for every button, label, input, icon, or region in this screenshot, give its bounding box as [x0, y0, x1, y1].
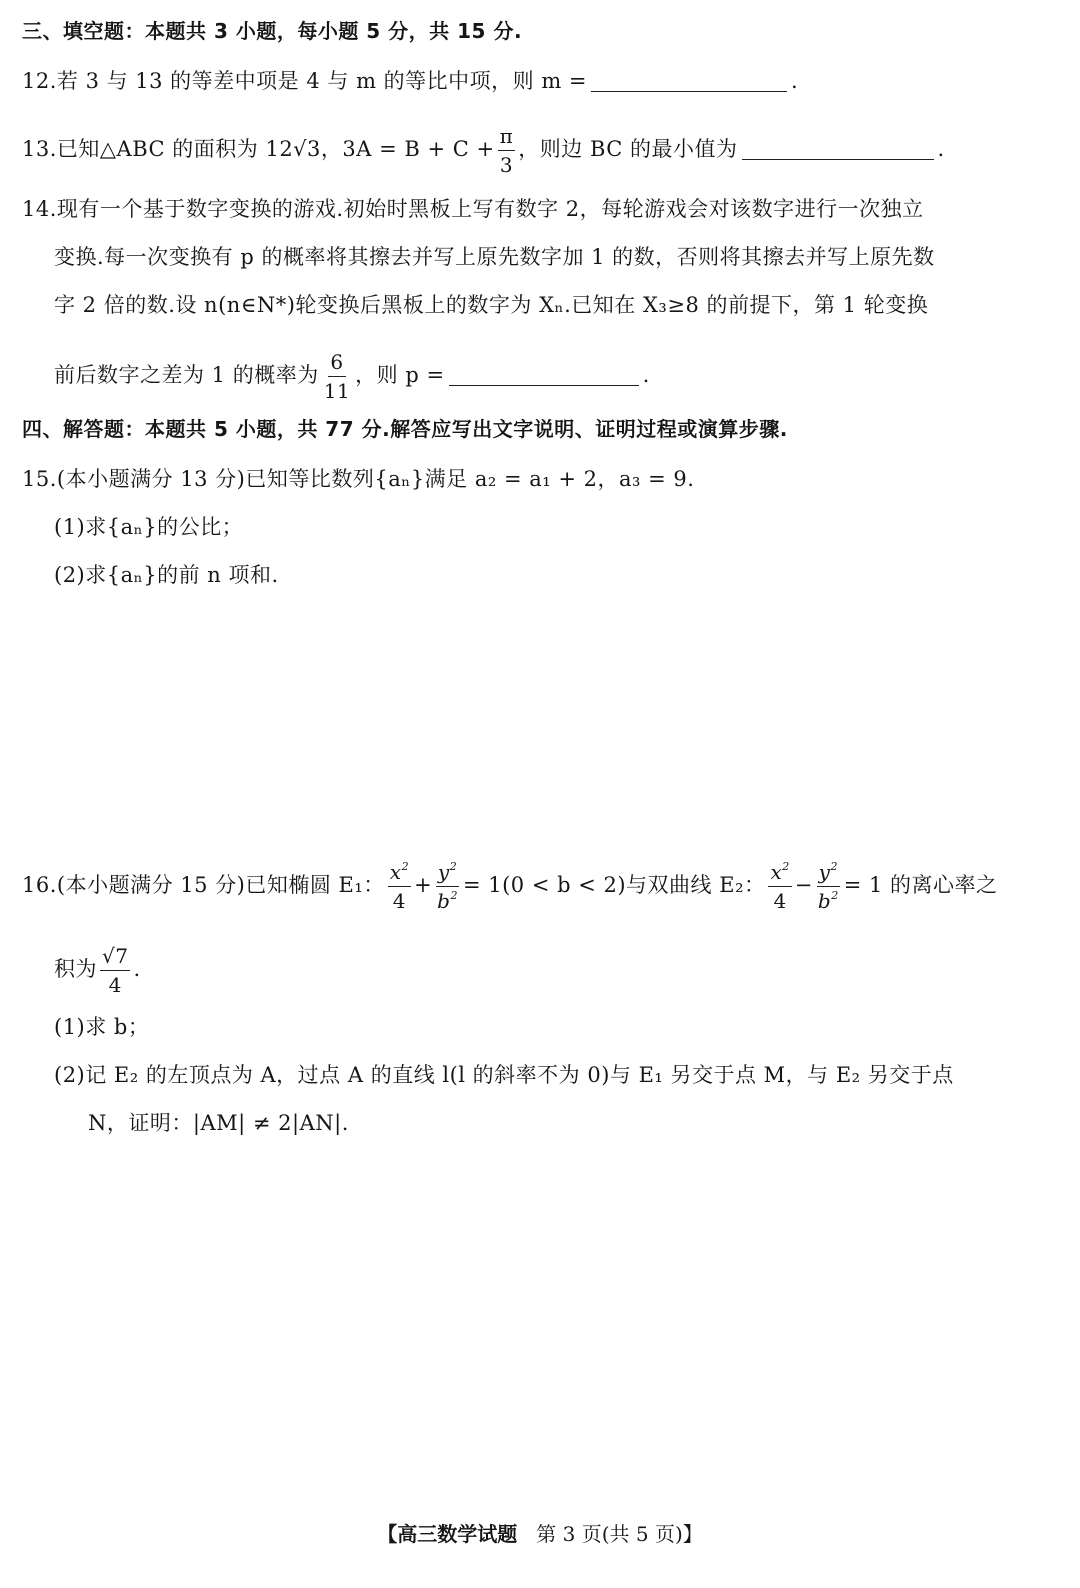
fraction-x2-over-4: [388, 862, 411, 911]
question-13-prefix: 13.已知△ABC 的面积为 12√3，3A = B + C +: [22, 137, 495, 161]
question-14-line-4-suffix: ，则 p =: [355, 363, 445, 387]
question-16-part-2-line-1: (2)记 E₂ 的左顶点为 A，过点 A 的直线 l(l 的斜率不为 0)与 E₁ 另交于点 M，与 E₂ 另交于点: [54, 1063, 954, 1087]
fraction-denominator: 4: [392, 889, 407, 913]
answer-blank-12: [591, 91, 787, 92]
fraction-denominator: 4: [773, 889, 787, 913]
fraction-x2-over-4-hyperbola: [768, 862, 791, 911]
fraction-denominator: 4: [108, 973, 122, 997]
question-14-line-2: 变换.每一次变换有 p 的概率将其擦去并写上原先数字加 1 的数，否则将其擦去并写上原先数: [54, 245, 935, 269]
answer-blank-14: [449, 385, 639, 386]
question-12-text: 12.若 3 与 13 的等差中项是 4 与 m 的等比中项，则 m =: [22, 69, 588, 93]
question-16-part-1: (1)求 b；: [54, 1015, 150, 1039]
fraction-denominator: 3: [499, 153, 514, 177]
answer-blank-13: [742, 159, 934, 160]
question-12: 12.若 3 与 13 的等差中项是 4 与 m 的等比中项，则 m = .: [22, 69, 799, 93]
fraction-pi-over-3: [498, 126, 516, 175]
fraction-denominator: 11: [323, 379, 351, 403]
question-16-stem-middle: = 1(0 < b < 2)与双曲线 E₂：: [462, 873, 766, 897]
question-15-stem: 15.(本小题满分 13 分)已知等比数列{aₙ}满足 a₂ = a₁ + 2，a₃ = 9.: [22, 467, 695, 491]
fraction-numerator: 6: [328, 352, 345, 377]
section-4-heading: 四、解答题：本题共 5 小题，共 77 分.解答应写出文字说明、证明过程或演算步骤.: [22, 417, 788, 441]
fraction-6-over-11: [322, 352, 352, 401]
question-16-line-2: 积为 $\frac{√7}{4}$ .: [54, 944, 141, 997]
question-16-stem-prefix: 16.(本小题满分 15 分)已知椭圆 E₁：: [22, 873, 385, 897]
fraction-denominator: $b^2$: [437, 889, 458, 913]
question-13: 13.已知△ABC 的面积为 12√3，3A = B + C + $\frac{\pi}{3}$ ，则边 BC 的最小值为 .: [22, 124, 945, 177]
fraction-y2-over-b2-hyperbola: [816, 862, 841, 911]
question-16-part-2-line-2: N，证明：|AM| ≠ 2|AN|.: [88, 1111, 349, 1135]
question-14-line-4-prefix: 前后数字之差为 1 的概率为: [54, 363, 319, 387]
section-3-heading: 三、填空题：本题共 3 小题，每小题 5 分，共 15 分.: [22, 19, 523, 43]
question-16-line-2-prefix: 积为: [54, 957, 97, 981]
question-16-stem-suffix: = 1 的离心率之: [843, 873, 998, 897]
question-14-line-4: 前后数字之差为 1 的概率为 $\frac{6}{11}$ ，则 p = .: [54, 350, 650, 403]
question-15-part-1: (1)求{aₙ}的公比；: [54, 515, 244, 539]
footer-page-number: 第 3 页(共 5 页)】: [536, 1522, 703, 1546]
fraction-numerator: $x^2$: [388, 862, 411, 887]
fraction-denominator: $b^2$: [817, 889, 839, 913]
question-13-suffix: ，则边 BC 的最小值为: [518, 137, 738, 161]
question-15-part-2: (2)求{aₙ}的前 n 项和.: [54, 563, 279, 587]
page-footer: [0, 1519, 1080, 1549]
fraction-y2-over-b2: [435, 862, 460, 911]
fraction-numerator: $y^2$: [436, 862, 459, 887]
fraction-numerator: √7: [100, 946, 130, 971]
fraction-numerator: π: [498, 126, 516, 151]
footer-title: 【高三数学试题: [377, 1522, 518, 1546]
question-14-line-3: 字 2 倍的数.设 n(n∈N*)轮变换后黑板上的数字为 Xₙ.已知在 X₃≥8 的前提下，第 1 轮变换: [54, 293, 929, 317]
question-14-line-1: 14.现有一个基于数字变换的游戏.初始时黑板上写有数字 2，每轮游戏会对该数字进行一次独立: [22, 197, 924, 221]
fraction-numerator: $x^2$: [768, 862, 791, 887]
question-16-stem: 16.(本小题满分 15 分)已知椭圆 E₁： $\frac{x^2}{4}$ + $\frac{y^2}{b^2}$ = 1(0 < b < 2)与双曲线 E₂： $\frac{x^2}{4}$ − $\frac{y^2}{b^2}$ = 1 的离心率之: [22, 860, 998, 913]
fraction-sqrt7-over-4: [100, 946, 130, 995]
fraction-numerator: $y^2$: [817, 862, 840, 887]
